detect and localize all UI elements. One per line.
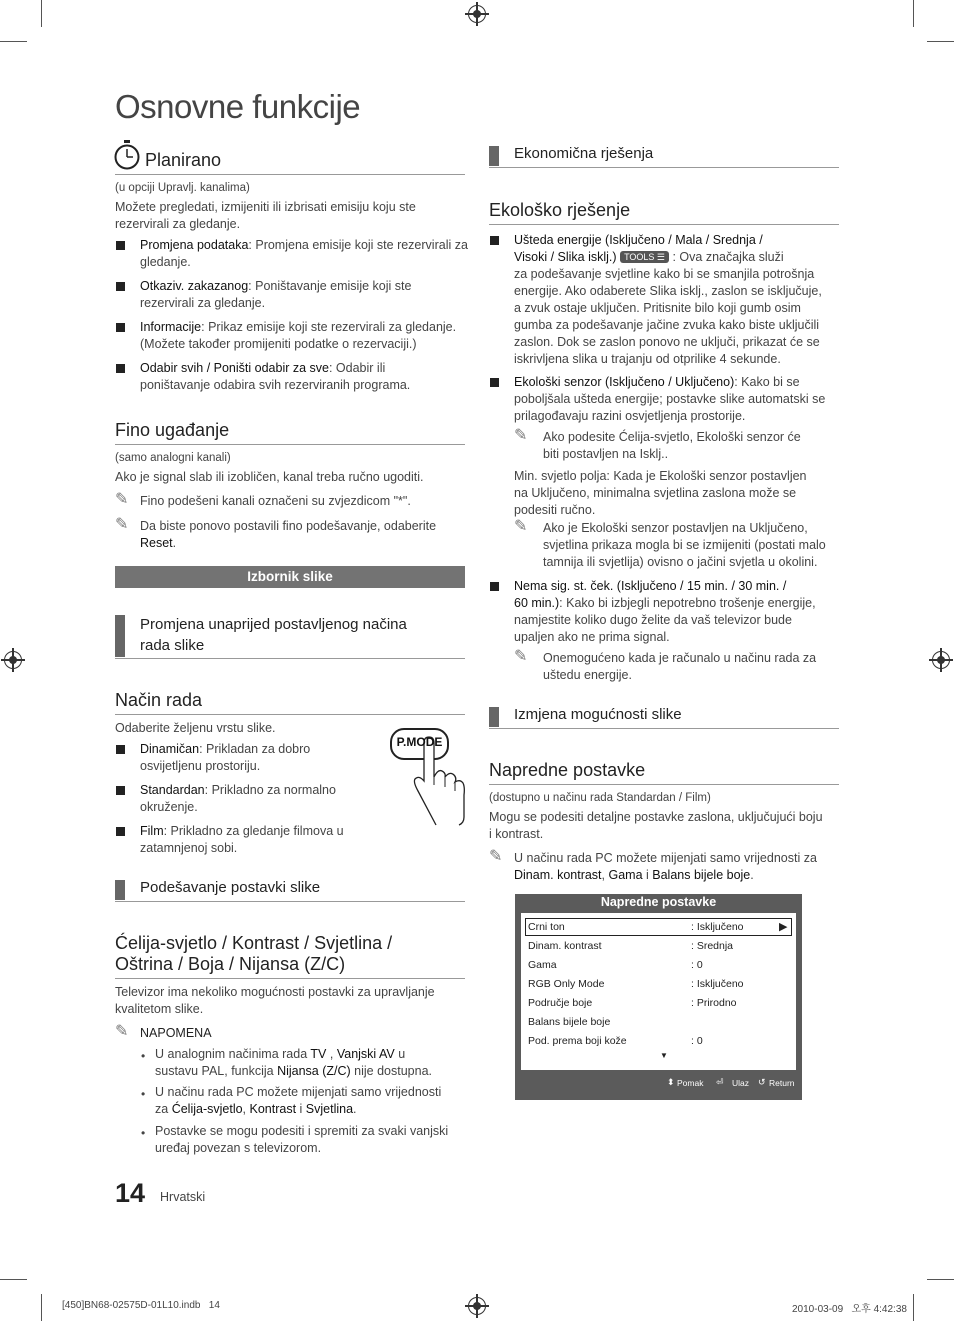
txt: U načinu rada PC možete mijenjati samo vrijednosti za	[514, 851, 817, 865]
subheading-bar	[489, 707, 499, 727]
txt: sustavu PAL, funkcija	[155, 1064, 278, 1078]
osd-row-label: Područje boje	[528, 997, 593, 1009]
list-item	[140, 278, 440, 312]
heading-underline	[115, 174, 145, 175]
txt: Postavke se mogu podesiti i spremiti za svaki vanjski	[155, 1124, 449, 1138]
heading-text: Fino ugađanje	[115, 420, 230, 440]
desc: a zvuk ostaje uključen. Pritisnite bilo koji gumb osim	[514, 301, 801, 315]
txt: nije dostupna.	[350, 1064, 432, 1078]
note-text	[543, 650, 816, 684]
txt: Onemogućeno kada je računalo u načinu rada za	[543, 651, 817, 665]
txt: ,	[242, 1102, 250, 1116]
intro-text: Televizor ima nekoliko mogućnosti postavki za upravljanje kvalitetom slike.	[115, 985, 435, 1016]
note-text	[514, 850, 817, 884]
txt: Mogu se podesiti detaljne postavke zaslona, uključujući boju	[489, 810, 823, 824]
osd-row-label: Pod. prema boji kože	[528, 1035, 627, 1047]
heading-text: Planirano	[145, 150, 222, 170]
divider	[489, 167, 839, 168]
bullet-icon	[116, 282, 125, 291]
registration-mark-icon	[468, 1297, 486, 1315]
list-item	[155, 1084, 441, 1118]
play-arrow-icon: ▶	[779, 921, 788, 933]
heading-line: Ćelija-svjetlo / Kontrast / Svjetlina /	[115, 933, 393, 953]
osd-row-label: RGB Only Mode	[528, 978, 605, 990]
desc: zaslon. Dok se zaslon ponovo ne uključi, prikazat će se	[514, 335, 820, 349]
note-label: NAPOMENA	[140, 1026, 212, 1040]
osd-row-value: : 0	[691, 959, 703, 971]
tools-icon: TOOLS ☰	[620, 251, 669, 263]
bold: TV	[310, 1047, 327, 1061]
list-item-nema-sig	[514, 578, 844, 646]
menu-banner	[115, 566, 465, 588]
desc: iskrivljena slika u trajanju od otprilike 4 sekunde.	[514, 352, 781, 366]
desc: : Odabir ili poništavanje odabira svih rezerviranih programa.	[140, 361, 411, 392]
txt: i kontrast.	[489, 827, 544, 841]
pencil-note-icon: ✎	[514, 427, 528, 444]
crop-mark	[927, 41, 954, 42]
pencil-note-icon: ✎	[115, 491, 129, 508]
return-icon: ↺	[758, 1077, 766, 1087]
note-text	[543, 429, 801, 463]
section-heading-celija	[115, 933, 392, 975]
divider	[115, 901, 465, 902]
txt: u	[394, 1047, 406, 1061]
pencil-note-icon: ✎	[489, 848, 503, 865]
osd-row-value: : 0	[691, 1035, 703, 1047]
txt: .	[353, 1102, 357, 1116]
txt: .	[750, 868, 754, 882]
term: Nema sig. st. ček. (Isključeno / 15 min. / 30 min. /	[514, 579, 787, 593]
heading-text: Ekološko rješenje	[489, 200, 631, 220]
txt: biti postavljen na Isklj..	[543, 447, 669, 461]
desc: : Promjena emisije koji ste rezervirali za gledanje.	[140, 238, 468, 269]
bold: Kontrast	[249, 1102, 297, 1116]
term: Dinamičan	[140, 742, 200, 756]
term: Ušteda energije (Isključeno / Mala / Srednja /	[514, 233, 763, 247]
osd-list-panel	[521, 913, 796, 1070]
subheading-podesavanje: Podešavanje postavki slike	[140, 879, 321, 896]
txt: Ako podesite Ćelija-svjetlo, Ekološki senzor će	[543, 430, 801, 444]
subheading-bar	[489, 146, 499, 166]
subheading-ekonomicna: Ekonomična rješenja	[514, 145, 654, 162]
list-item	[140, 741, 310, 775]
txt: ,	[326, 1047, 337, 1061]
txt: Min. svjetlo polja: Kada je Ekološki senzor postavljen	[514, 469, 807, 483]
bold: Gama	[608, 868, 643, 882]
list-item	[140, 782, 336, 816]
desc: : Prikladan za dobro	[199, 742, 311, 756]
desc: prilagođavaju razini osvjetljenja prostorije.	[514, 409, 746, 423]
bullet-icon	[116, 786, 125, 795]
nav-return-label: Return	[769, 1078, 795, 1088]
term: 60 min.)	[514, 596, 560, 610]
desc: gumba za podešavanje jačine zvuka kako biste uključili	[514, 318, 820, 332]
crop-mark	[913, 1294, 914, 1321]
bullet-icon	[116, 364, 125, 373]
osd-title: Napredne postavke	[600, 895, 717, 909]
desc: : Kako bi izbjegli nepotrebno trošenje energije,	[559, 596, 816, 610]
desc: : Prikladno za normalno	[204, 783, 336, 797]
term: Standardan	[140, 783, 205, 797]
osd-row-value: : Prirodno	[691, 997, 737, 1009]
intro-text	[489, 809, 823, 843]
txt: uštedu energije.	[543, 668, 632, 682]
crop-mark	[913, 0, 914, 27]
registration-mark-icon	[468, 5, 486, 23]
subheading-line: rada slike	[140, 637, 205, 654]
desc: : Kako bi se	[734, 375, 800, 389]
updown-arrow-icon: ⬍	[667, 1077, 675, 1087]
heading-underline	[115, 978, 465, 979]
heading-text: Napredne postavke	[489, 760, 646, 780]
tools-label: TOOLS	[624, 252, 655, 262]
bullet-dot-icon: •	[141, 1087, 146, 1101]
txt: i	[642, 868, 653, 882]
pencil-note-icon: ✎	[115, 516, 129, 533]
bold: Ćelija-svjetlo	[171, 1102, 243, 1116]
desc: zatamnjenoj sobi.	[140, 841, 238, 855]
desc: namjestite koliko dugo želite da vaš televizor bude	[514, 613, 792, 627]
intro-text: Ako je signal slab ili izobličen, kanal treba ručno ugoditi.	[115, 470, 424, 484]
pmode-button: P.MODE	[396, 735, 443, 749]
term: Visoki / Slika isklj.)	[514, 250, 617, 264]
bullet-icon	[490, 582, 499, 591]
subheading-bar	[115, 615, 125, 657]
desc: : Prikladno za gledanje filmova u	[163, 824, 344, 838]
bullet-icon	[116, 241, 125, 250]
clock-icon	[114, 140, 140, 170]
bullet-dot-icon: •	[141, 1049, 146, 1063]
note-text	[543, 520, 826, 571]
desc: poboljšala ušteda energije; postavke slike automatski se	[514, 392, 826, 406]
note-bold: Reset	[140, 536, 173, 550]
term: Otkaziv. zakazanog	[140, 279, 249, 293]
registration-mark-icon	[4, 651, 22, 669]
min-svjetlo-text	[514, 468, 807, 519]
heading-text: Način rada	[115, 690, 203, 710]
osd-row-selected[interactable]	[525, 918, 792, 936]
txt: i	[296, 1102, 306, 1116]
desc: za podešavanje svjetline kako bi se smanjila potrošnja	[514, 267, 815, 281]
bullet-icon	[116, 745, 125, 754]
registration-mark-icon	[932, 651, 950, 669]
context-text: (u opciji Upravlj. kanalima)	[115, 182, 250, 194]
desc: : Prikaz emisije koji ste rezervirali za gledanje. (Možete također promijeniti podatke o rezervaciji.)	[140, 320, 457, 351]
crop-mark	[0, 1279, 27, 1280]
txt: U analognim načinima rada	[155, 1047, 311, 1061]
txt: Ako je Ekološki senzor postavljen na Uključeno,	[543, 521, 808, 535]
bullet-icon	[490, 378, 499, 387]
list-item	[155, 1123, 448, 1157]
menu-banner-label: Izbornik slike	[247, 569, 333, 584]
osd-row-label: Dinam. kontrast	[528, 940, 602, 952]
divider	[489, 728, 839, 729]
list-item	[140, 360, 430, 394]
page-language: Hrvatski	[160, 1190, 206, 1204]
section-heading-planirano	[145, 150, 465, 175]
osd-row-label: Balans bijele boje	[528, 1016, 611, 1028]
bold: Vanjski AV	[336, 1047, 395, 1061]
term: Ekološki senzor (Isključeno / Uključeno)	[514, 375, 735, 389]
txt: za	[155, 1102, 172, 1116]
section-heading-ekolosko	[489, 200, 839, 225]
bold: Svjetlina	[305, 1102, 354, 1116]
txt: tamnija ili svjetlija) ovisno o jačini svjetla u okolini.	[543, 555, 818, 569]
bold: Balans bijele boje	[652, 868, 751, 882]
list-item	[140, 823, 344, 857]
bold: Nijansa (Z/C)	[277, 1064, 351, 1078]
crop-mark	[927, 1279, 954, 1280]
intro-text: Odaberite željenu vrstu slike.	[115, 721, 276, 735]
enter-icon: ⏎	[716, 1077, 724, 1087]
list-item	[155, 1046, 432, 1080]
bullet-dot-icon: •	[141, 1126, 146, 1140]
page-title: Osnovne funkcije	[115, 88, 361, 125]
context-text: (dostupno u načinu rada Standardan / Film)	[489, 792, 711, 804]
txt: svjetlina prikaza mogla bi se izmijeniti (postati malo	[543, 538, 826, 552]
list-item-usteda	[514, 232, 844, 368]
nav-move-label: Pomak	[677, 1078, 704, 1088]
subheading-izmjena: Izmjena mogućnosti slike	[514, 706, 682, 723]
pencil-note-icon: ✎	[115, 1023, 129, 1040]
footer-file: [450]BN68-02575D-01L10.indb 14	[62, 1300, 220, 1311]
heading-line: Oštrina / Boja / Nijansa (Z/C)	[115, 954, 346, 974]
subheading-promjena	[140, 614, 407, 656]
bullet-icon	[116, 827, 125, 836]
context-text: (samo analogni kanali)	[115, 452, 231, 464]
footer-date: 2010-03-09 오후 4:42:38	[792, 1304, 907, 1315]
note-part: Da biste ponovo postavili fino podešavanje, odaberite	[140, 519, 437, 533]
osd-row-label: Crni ton	[528, 921, 565, 933]
desc: : Ova značajka služi	[672, 250, 784, 264]
osd-row-value: : Srednja	[691, 940, 734, 952]
osd-row-label: Gama	[528, 959, 557, 971]
crop-mark	[0, 41, 27, 42]
section-heading-fino	[115, 420, 465, 445]
crop-mark	[41, 0, 42, 27]
desc: osvijetljenu prostoriju.	[140, 759, 261, 773]
page-number: 14	[115, 1178, 146, 1208]
term: Informacije	[140, 320, 202, 334]
txt: U načinu rada PC možete mijenjati samo vrijednosti	[155, 1085, 442, 1099]
pencil-note-icon: ✎	[514, 518, 528, 535]
desc: : Poništavanje emisije koji ste rezervirali za gledanje.	[140, 279, 412, 310]
osd-row-value: : Isključeno	[691, 978, 744, 990]
nav-enter-label: Ulaz	[732, 1078, 750, 1088]
desc: energije. Ako odaberete Slika isklj., zaslon se isključuje,	[514, 284, 822, 298]
osd-row-value: : Isključeno	[691, 921, 744, 933]
txt: na Uključeno, minimalna svjetlina zaslona može se	[514, 486, 797, 500]
note-text: Fino podešeni kanali označeni su zvjezdicom "*".	[140, 494, 411, 508]
osd-menu-screenshot	[515, 894, 802, 1100]
desc: upaljen ako ne prima signal.	[514, 630, 670, 644]
bullet-icon	[116, 323, 125, 332]
subheading-line: Promjena unaprijed postavljenog načina	[140, 616, 407, 633]
bullet-icon	[490, 236, 499, 245]
subheading-bar	[115, 880, 125, 900]
section-heading-nacin	[115, 690, 465, 715]
section-heading-napredne	[489, 760, 839, 785]
divider	[115, 658, 465, 659]
txt: ,	[601, 868, 609, 882]
scroll-down-arrow-icon[interactable]: ▼	[660, 1051, 668, 1060]
pencil-note-icon: ✎	[514, 648, 528, 665]
list-item	[140, 319, 468, 353]
bold: Dinam. kontrast	[514, 868, 602, 882]
term: Film	[140, 824, 164, 838]
txt: podesiti ručno.	[514, 503, 596, 517]
list-item-senzor	[514, 374, 844, 425]
term: Odabir svih / Poništi odabir za sve	[140, 361, 329, 375]
intro-text: Možete pregledati, izmijeniti ili izbrisati emisiju koju ste rezervirali za gledanje.	[115, 200, 416, 231]
desc: okruženje.	[140, 800, 198, 814]
note-text: Da biste ponovo postavili fino podešavanje, odaberite Reset.	[140, 519, 437, 550]
list-item	[140, 237, 468, 271]
crop-mark	[41, 1294, 42, 1321]
txt: uređaj povezan s televizorom.	[155, 1141, 322, 1155]
term: Promjena podataka	[140, 238, 249, 252]
